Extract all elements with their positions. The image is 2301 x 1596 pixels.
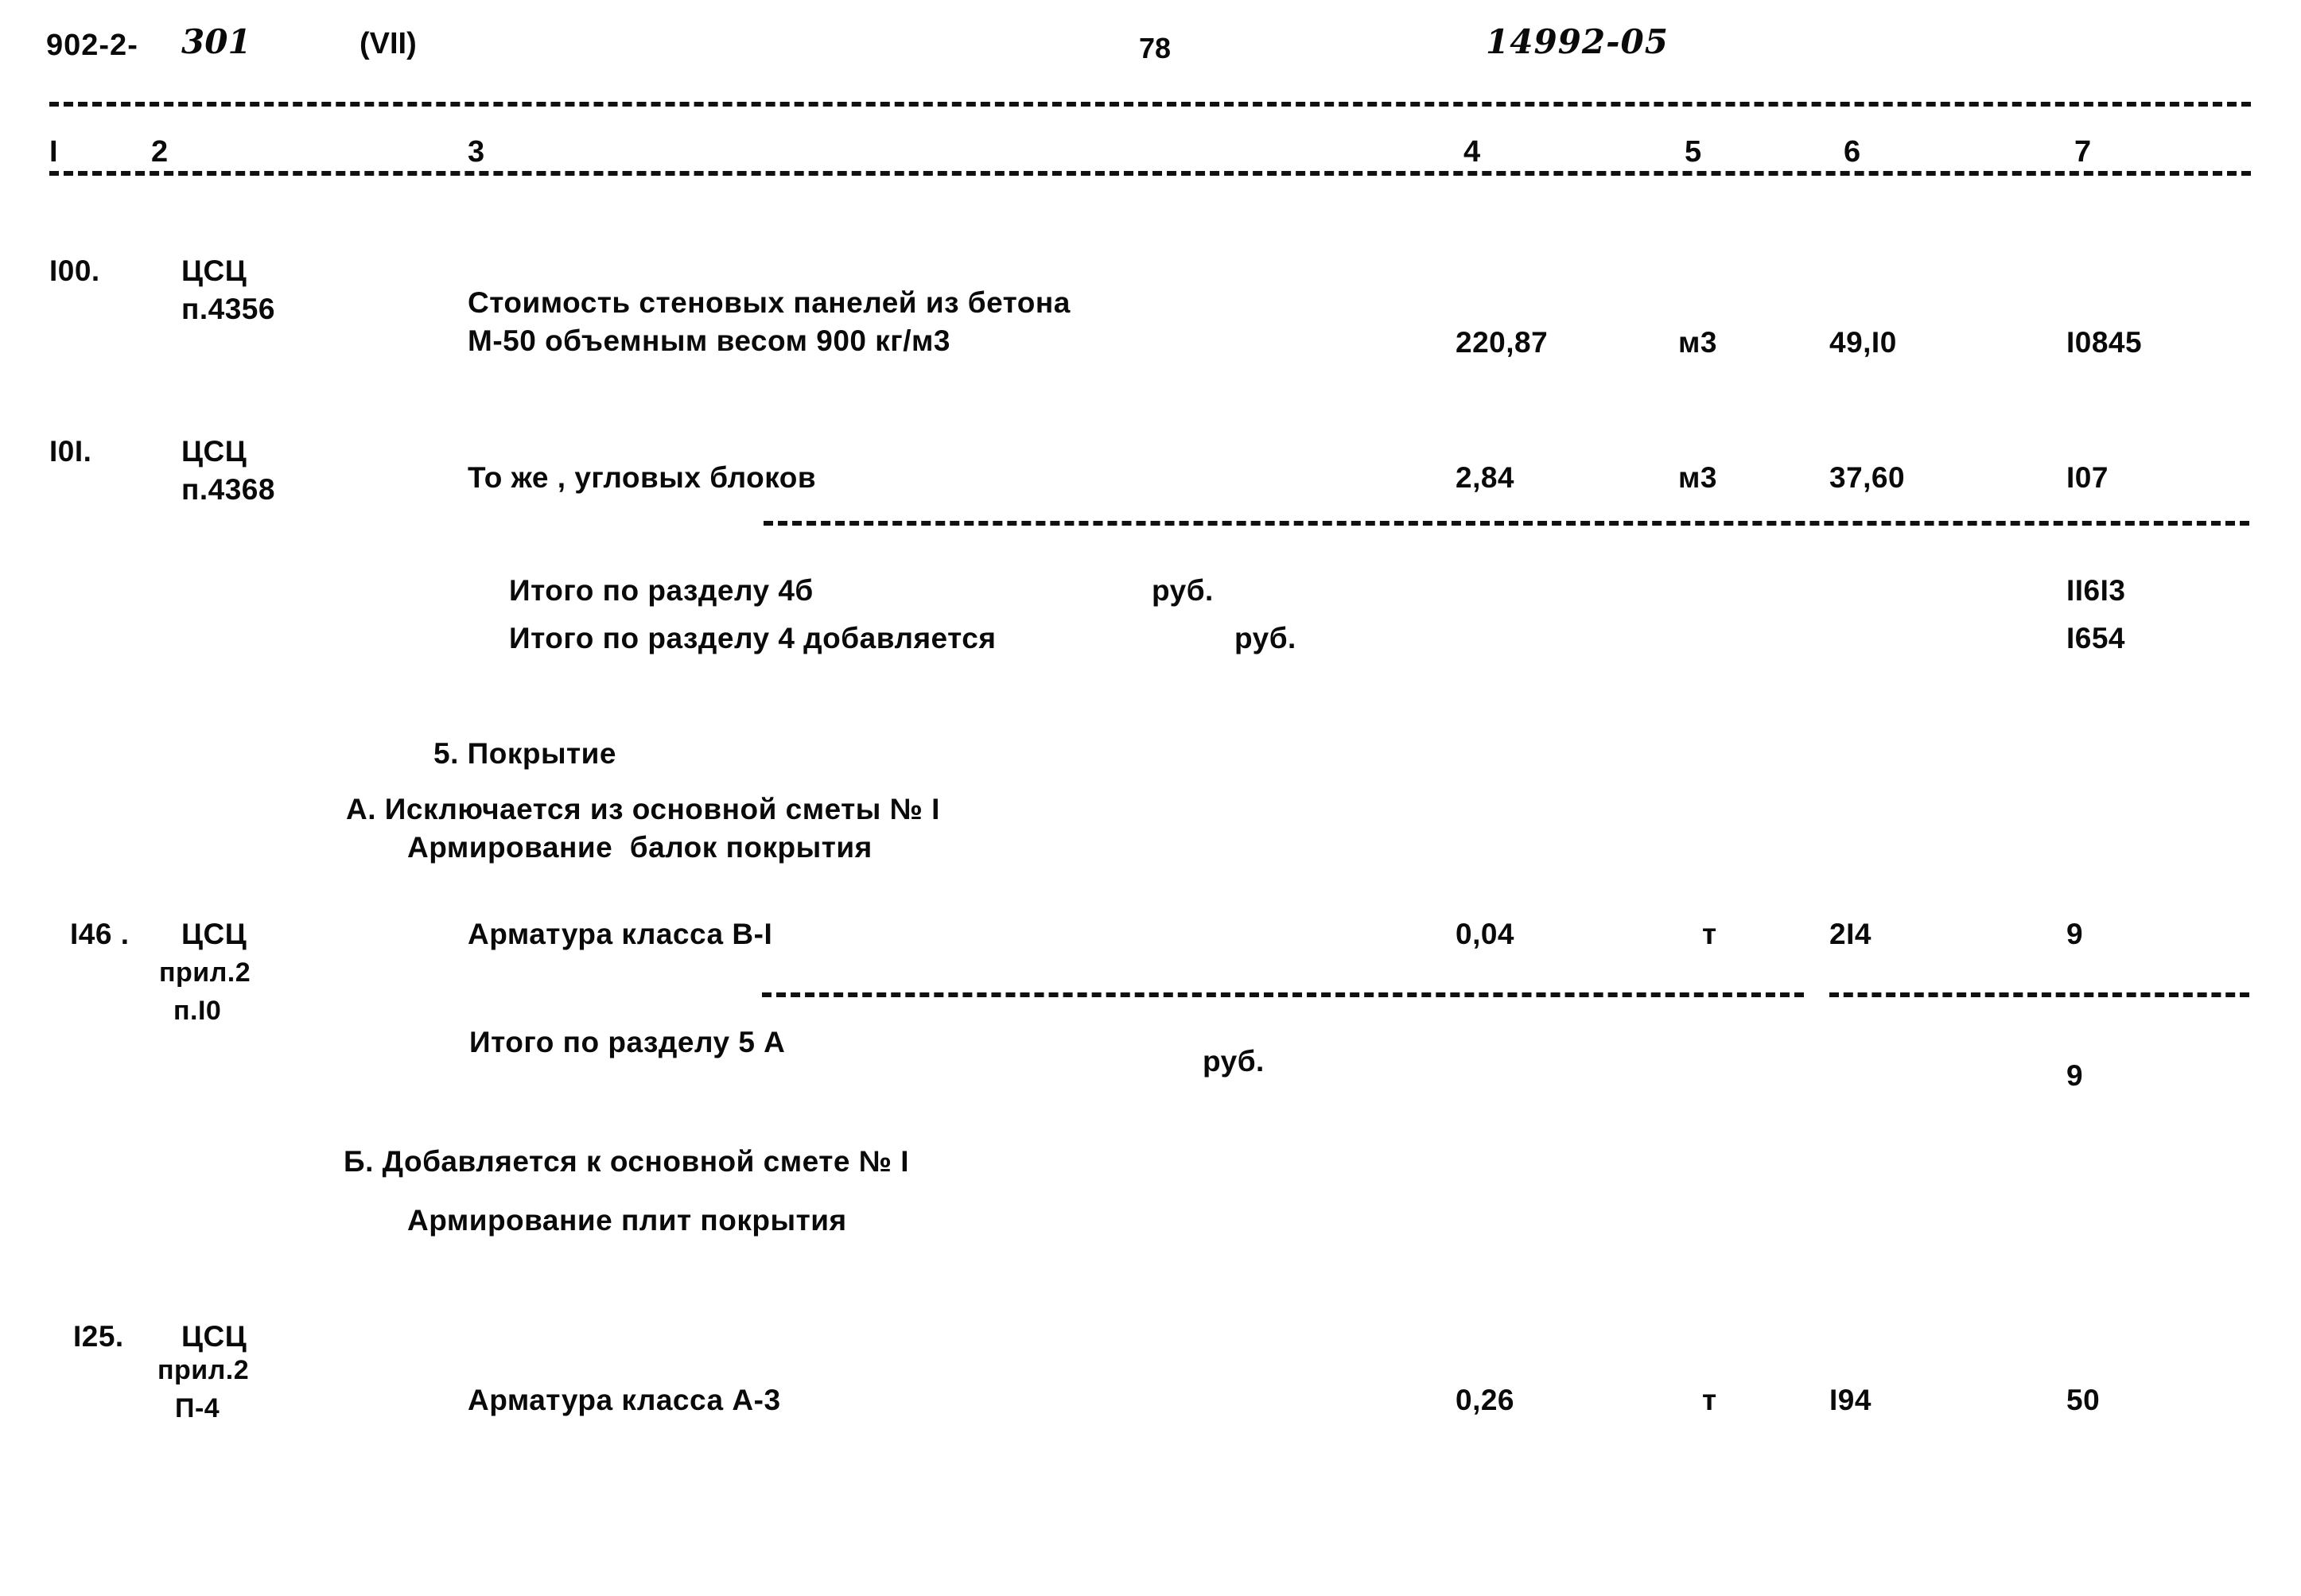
header-divider-top	[49, 102, 2251, 107]
page-number: 78	[1139, 32, 1172, 64]
header-divider-bottom	[49, 171, 2251, 176]
section-a-totals-divider-right	[1829, 992, 2249, 997]
column-number-5: 5	[1685, 135, 1702, 169]
row-description: Арматура класса В-I	[468, 918, 773, 950]
document-number: 14992-05	[1486, 22, 1669, 61]
row-description-line2: М-50 объемным весом 900 кг/м3	[468, 324, 950, 357]
row-ref-line2: прил.2	[159, 957, 251, 988]
row-quantity: 2,84	[1456, 461, 1515, 494]
row-sum: I07	[2066, 461, 2109, 494]
row-price: 49,I0	[1829, 326, 1897, 359]
column-number-1: I	[49, 135, 58, 169]
column-number-row	[0, 135, 2301, 175]
row-unit: м3	[1678, 326, 1717, 359]
row-ref-line3: п.I0	[173, 996, 222, 1026]
section-a-total-sum: 9	[2066, 1059, 2084, 1092]
row-number: I46 .	[70, 918, 130, 950]
row-quantity: 220,87	[1456, 326, 1549, 359]
section-a-subheading: Армирование балок покрытия	[407, 831, 873, 864]
row-number: I25.	[73, 1320, 124, 1353]
row-sum: 9	[2066, 918, 2084, 950]
row-ref-line1: ЦСЦ	[181, 918, 247, 950]
row-ref-line1: ЦСЦ	[181, 1320, 247, 1353]
row-sum: I0845	[2066, 326, 2143, 359]
row-ref-line2: прил.2	[157, 1355, 250, 1385]
series-code: 902-2-	[46, 29, 138, 62]
row-description: Арматура класса А-3	[468, 1384, 781, 1416]
row-number: I0I.	[49, 435, 92, 468]
section-a-total-label: Итого по разделу 5 А	[469, 1026, 786, 1058]
row-price: I94	[1829, 1384, 1872, 1416]
row-quantity: 0,04	[1456, 918, 1515, 950]
column-number-6: 6	[1844, 135, 1861, 169]
section-a-heading: А. Исключается из основной сметы № I	[346, 793, 940, 825]
row-price: 37,60	[1829, 461, 1906, 494]
total-label: Итого по разделу 4б	[509, 574, 814, 607]
row-quantity: 0,26	[1456, 1384, 1515, 1416]
row-ref-line2: п.4368	[181, 473, 275, 506]
row-unit: т	[1702, 1384, 1717, 1416]
column-number-7: 7	[2074, 135, 2092, 169]
section-a-total-unit: руб.	[1203, 1045, 1265, 1078]
total-sum: II6I3	[2066, 574, 2126, 607]
row-number: I00.	[49, 254, 100, 287]
section-title: 5. Покрытие	[433, 737, 616, 770]
column-number-4: 4	[1463, 135, 1481, 169]
row-price: 2I4	[1829, 918, 1872, 950]
page-header	[0, 22, 2301, 86]
series-handwritten-number: 301	[181, 22, 251, 61]
row-description-line1: Стоимость стеновых панелей из бетона	[468, 286, 1071, 319]
row-ref-line3: П-4	[175, 1393, 220, 1423]
section-roman-numeral: (VII)	[360, 27, 417, 60]
total-label: Итого по разделу 4 добавляется	[509, 622, 997, 654]
totals-divider	[764, 521, 2249, 526]
row-sum: 50	[2066, 1384, 2101, 1416]
row-ref-line1: ЦСЦ	[181, 254, 247, 287]
row-ref-line1: ЦСЦ	[181, 435, 247, 468]
section-a-totals-divider-left	[762, 992, 1804, 997]
total-sum: I654	[2066, 622, 2126, 654]
section-b-subheading: Армирование плит покрытия	[407, 1204, 847, 1237]
row-description-line1: То же , угловых блоков	[468, 461, 817, 494]
column-number-3: 3	[468, 135, 485, 169]
total-unit: руб.	[1234, 622, 1296, 654]
row-unit: т	[1702, 918, 1717, 950]
row-unit: м3	[1678, 461, 1717, 494]
total-unit: руб.	[1152, 574, 1214, 607]
column-number-2: 2	[151, 135, 169, 169]
row-ref-line2: п.4356	[181, 293, 275, 325]
section-b-heading: Б. Добавляется к основной смете № I	[344, 1145, 909, 1178]
